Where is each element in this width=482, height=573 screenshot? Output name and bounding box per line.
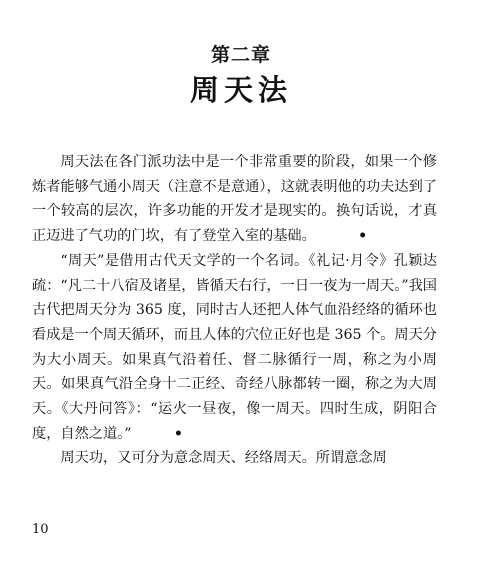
stray-dot-mark-2: •: [173, 425, 183, 442]
stray-dot-mark: •: [358, 228, 368, 245]
paragraph-2: [32, 249, 437, 447]
chapter-title: 周天法: [189, 73, 292, 107]
paragraph-3: 周天功，又可分为意念周天、经络周天。所谓意念周: [60, 450, 387, 467]
paragraph-1: [32, 150, 437, 249]
page-number: 10: [32, 522, 49, 537]
paragraph-1-text: 周天法在各门派功法中是一个非常重要的阶段，如果一个修炼者能够气通小周天（注意不是意通），这就表明他的功夫达到了一个较高的层次，许多功能的开发才是现实的。换句话说，才真正迈进了气功的门坎，有了登堂入室的基础。: [32, 154, 437, 245]
chapter-number: 第二章: [210, 44, 271, 66]
body-text: [32, 150, 437, 471]
paragraph-2-text: “周天”是借用古代天文学的一个名词。《礼记·月令》孔颖达疏：“凡二十八宿及诸星，皆循天右行，一日一夜为一周天。”我国古代把周天分为 365 度，同时古人还把人体气血沿经络的循环也看成是一个周天循环，而且人体的穴位正好也是 365 个。周天分为大小周天。如果真气沿着任、督二脉循行一周，称之为小周天。如果真气沿全身十二正经、奇经八脉都转一圈，称之为大周天。《大丹问答》：“运火一昼夜，像一周天。四时生成，阴阳合度，自然之道。”: [32, 252, 437, 442]
